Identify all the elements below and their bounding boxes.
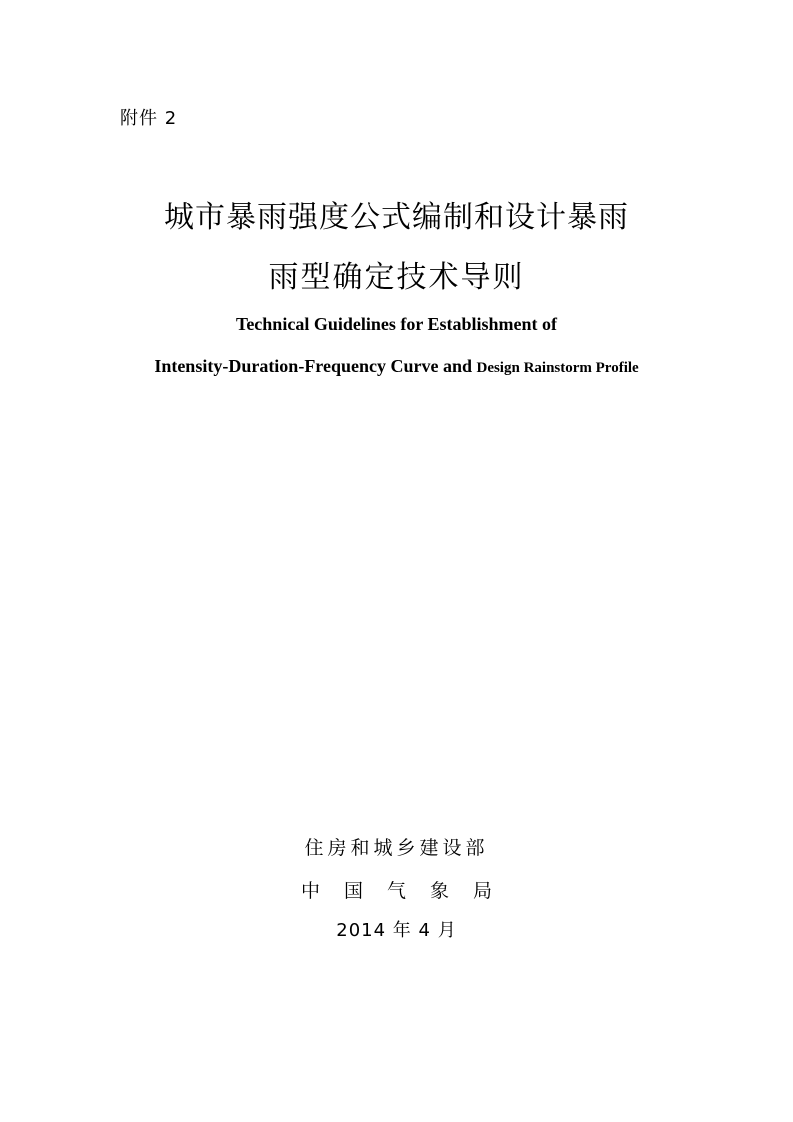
document-title-line-1: 城市暴雨强度公式编制和设计暴雨 [164,200,629,235]
english-title-line-2-main: Intensity-Duration-Frequency Curve and [154,356,477,376]
issue-date: 2014 年 4 月 [336,920,457,941]
english-title-line-2-small: Design Rainstorm Profile [476,360,639,376]
english-title-line-2 [0,356,793,377]
attachment-label: 附件 2 [120,108,178,129]
document-title-line-2: 雨型确定技术导则 [268,260,525,295]
issuer-agency: 中国气象局 [300,880,516,902]
issuer-ministry: 住房和城乡建设部 [304,837,489,859]
english-title-line-1: Technical Guidelines for Establishment of [235,314,558,334]
